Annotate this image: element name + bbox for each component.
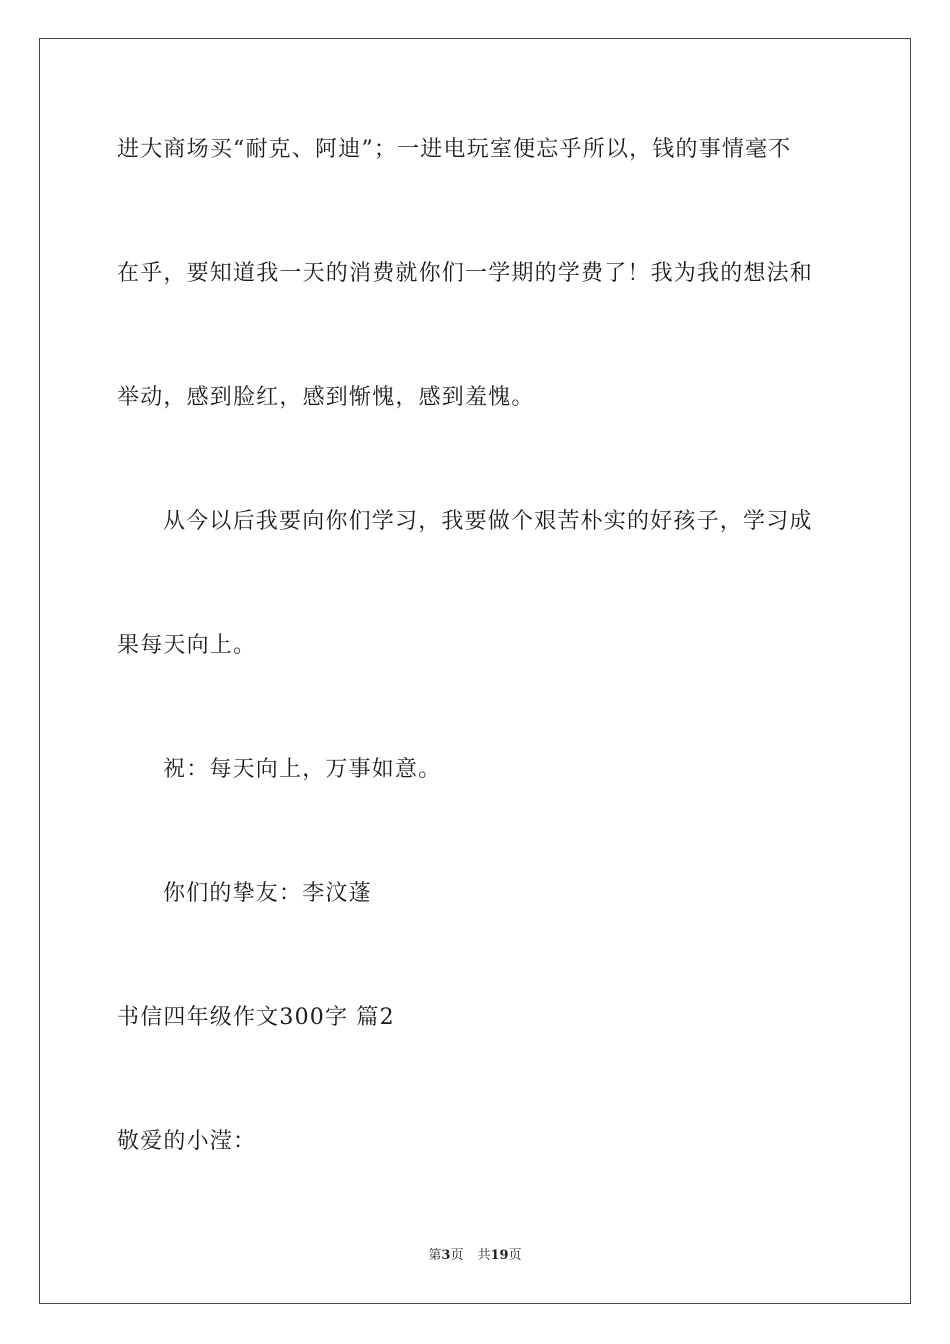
- body-line-4: 从今以后我要向你们学习，我要做个艰苦朴实的好孩子，学习成: [163, 509, 813, 534]
- total-pages: 19: [490, 1248, 509, 1263]
- page-prefix: 第: [428, 1248, 442, 1263]
- page-border: [39, 38, 911, 1304]
- section-title: 书信四年级作文300字 篇2: [117, 1005, 395, 1030]
- total-prefix: 共: [477, 1248, 491, 1263]
- page-footer: [0, 1246, 950, 1266]
- signature: 你们的挚友：李汶蓬: [163, 881, 372, 906]
- salutation: 敬爱的小滢：: [117, 1129, 257, 1154]
- closing-wish: 祝：每天向上，万事如意。: [163, 757, 442, 782]
- page-number: 3: [441, 1248, 451, 1263]
- body-line-5: 果每天向上。: [117, 633, 257, 658]
- total-suffix: 页: [508, 1248, 522, 1263]
- page-suffix: 页: [450, 1248, 464, 1263]
- body-line-1: 进大商场买“耐克、阿迪”；一进电玩室便忘乎所以，钱的事情毫不: [117, 137, 792, 162]
- body-line-3: 举动，感到脸红，感到惭愧，感到羞愧。: [117, 385, 535, 410]
- body-line-2: 在乎，要知道我一天的消费就你们一学期的学费了！我为我的想法和: [117, 261, 814, 286]
